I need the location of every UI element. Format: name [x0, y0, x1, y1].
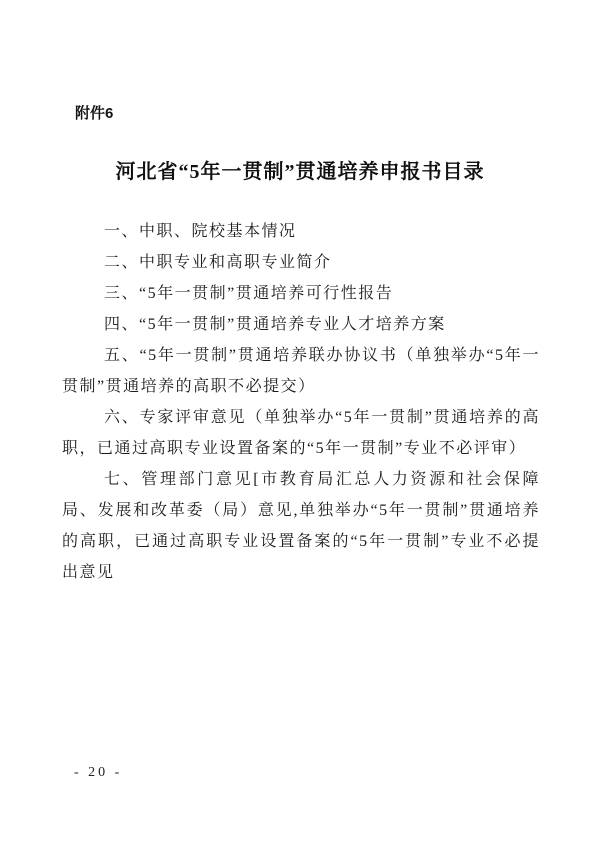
toc-item-4: 四、“5年一贯制”贯通培养专业人才培养方案 — [104, 316, 446, 333]
toc-item-7: 七、管理部门意见[市教育局汇总人力资源和社会保障局、发展和改革委（局）意见,单独举办“5年一贯制”贯通培养的高职，已通过高职专业设置备案的“5年一贯制”专业不必提出意见 — [62, 471, 540, 581]
page-number: - 20 - — [74, 765, 123, 780]
toc-item-6: 六、专家评审意见（单独举办“5年一贯制”贯通培养的高职，已通过高职专业设置备案的“5年一贯制”专业不必评审） — [62, 409, 540, 457]
toc-item-1: 一、中职、院校基本情况 — [104, 223, 297, 240]
toc-item-3: 三、“5年一贯制”贯通培养可行性报告 — [104, 285, 394, 302]
attachment-label: 附件6 — [75, 105, 114, 122]
toc-item-5: 五、“5年一贯制”贯通培养联办协议书（单独举办“5年一贯制”贯通培养的高职不必提交） — [62, 347, 540, 395]
toc-list — [62, 216, 540, 588]
document-title: 河北省“5年一贯制”贯通培养申报书目录 — [115, 161, 485, 183]
toc-item-2: 二、中职专业和高职专业简介 — [104, 254, 332, 271]
